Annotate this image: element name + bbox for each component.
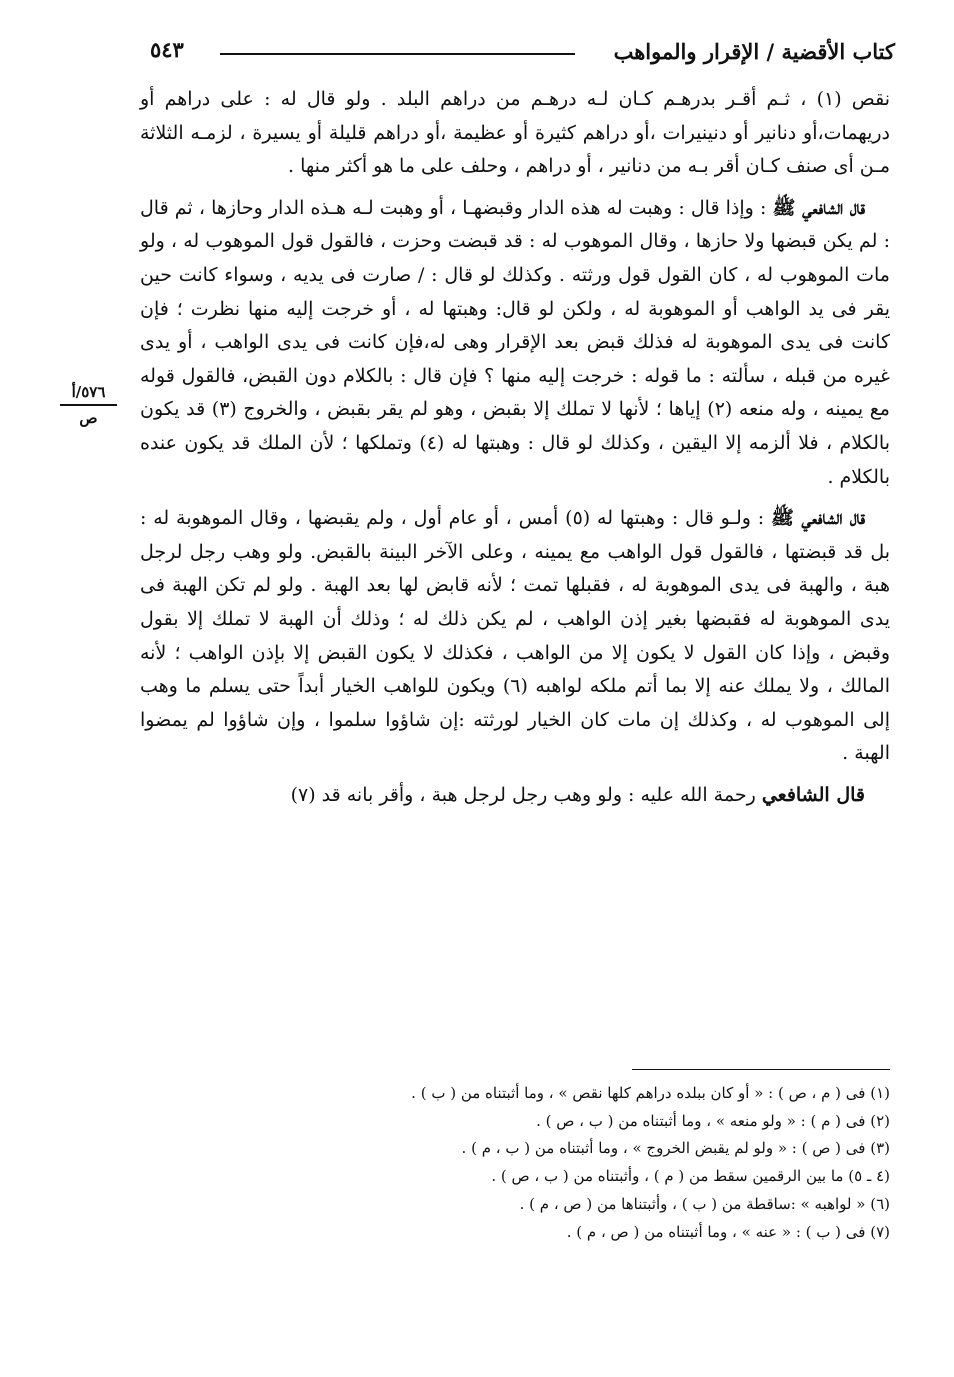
margin-ref-number: ٥٧٦/أ — [71, 383, 106, 401]
paragraph-text: : وإذا قال : وهبت له هذه الدار وقبضهـا ، أو وهبت لـه هـذه الدار وحازها ، ثم قال : لم يكن قبضها ولا حازها ، وقال الموهوب له : قد قبضت وحزت ، فالقول قول الموهوب له ، ولو مات الموهوب له ، كان القول قول ورثته . وكذلك لو قال : / صارت فى يديه ، وسواء كانت حين يقر فى يد الواهب أو الموهوبة له ، ولكن لو قال: وهبتها له ، أو خرجت إليه منها نظرت ؛ فإن كانت فى يدى الموهوبة له فذلك قبض بعد الإقرار وهى له،فإن كانت فى يدى الواهب ، أو يدى غيره من قبله ، سألته : ما قوله : خرجت إليه منها ؟ فإن قال : بالكلام دون القبض، فالقول قوله مع يمينه ، وله منعه (٢) إياها ؛ لأنها لا تملك إلا بقبض ، وهو لم يقر بقبض ، والخروج (٣) قد يكون بالكلام ، فلا ألزمه إلا اليقين ، وكذلك لو قال : وهبتها له (٤) وتملكها ؛ لأن الملك قد يكون عنده بالكلام . — [140, 196, 890, 488]
paragraph — [140, 83, 890, 184]
footnote: (٢) فى ( م ) : « ولو منعه » ، وما أثبتناه من ( ب ، ص ) . — [536, 1111, 890, 1130]
paragraph-speaker: قال الشافعي — [761, 783, 865, 806]
main-text — [140, 83, 890, 820]
footnote: (٧) فى ( ب ) : « عنه » ، وما أثبتناه من ( ص ، م ) . — [566, 1222, 890, 1241]
footnote-separator — [632, 1069, 890, 1070]
page-number: ٥٤٣ — [150, 37, 184, 62]
paragraph — [140, 502, 890, 771]
footnote: (٣) فى ( ص ) : « ولو لم يقبض الخروج » ، وما أثبتناه من ( ب ، م ) . — [461, 1139, 890, 1158]
paragraph-text: نقص (١) ، ثـم أقـر بدرهـم كـان لـه درهـم من دراهم البلد . ولو قال له : على دراهم أو دريهمات،أو دنانير أو دنينيرات ،أو دراهم كثيرة أو عظيمة ،أو دراهم قليلة أو يسيرة ، لزمـه الثلاثة مـن أى صنف كـان أقر بـه من دنانير ، أو دراهم ، وحلف على ما هو أكثر منها . — [140, 88, 890, 178]
paragraph-speaker: قال الشافعي ﷺ — [772, 196, 865, 219]
header-rule — [220, 53, 575, 55]
paragraph-speaker: قال الشافعي ﷺ — [771, 507, 866, 530]
margin-ref-source: ص — [79, 409, 98, 427]
paragraph — [140, 192, 890, 494]
running-header — [150, 35, 895, 75]
paragraph — [140, 779, 890, 813]
footnote: (١) فى ( م ، ص ) : « أو كان ببلده دراهم كلها نقص » ، وما أثبتناه من ( ب ) . — [411, 1084, 890, 1102]
paragraph-text: رحمة الله عليه : ولو وهب رجل لرجل هبة ، وأقر بانه قد (٧) — [290, 783, 762, 806]
paragraph-text: : ولـو قال : وهبتها له (٥) أمس ، أو عام أول ، ولم يقبضها ، وقال الموهوبة له : بل قد قبضتها ، فالقول قول الواهب مع يمينه ، وعلى الآخر البينة بالقبض. ولو وهب رجل لرجل هبة ، والهبة فى يدى الموهوبة له ، فقبلها تمت ؛ لأنه قابض لها بعد الهبة . ولو لم تكن الهبة فى يدى الموهوبة له فقبضها بغير إذن الواهب ، لم يكن ذلك له ؛ وذلك أن الهبة لا تملك إلا بقول وقبض ، وإذا كان القول لا يكون إلا من الواهب ، فكذلك لا يكون القبض إلا بإذن الواهب ؛ لأنه المالك ، ولا يملك عنه إلا بما أتم ملكه لواهبه (٦) ويكون للواهب الخيار أبداً حتى يسلم ما وهب إلى الموهوب له ، وكذلك إن مات كان الخيار لورثته :إن شاؤوا سلموا ، وإن شاؤوا لم يمضوا الهبة . — [140, 507, 890, 765]
margin-ref-rule — [60, 404, 117, 406]
footnotes — [200, 1080, 890, 1246]
footnote: (٦) « لواهبه » :ساقطة من ( ب ) ، وأثبتناها من ( ص ، م ) . — [519, 1194, 890, 1213]
footnote: (٤ ـ ٥) ما بين الرقمين سقط من ( م ) ، وأثبتناه من ( ب ، ص ) . — [491, 1167, 890, 1186]
margin-manuscript-ref — [56, 383, 121, 427]
chapter-title: كتاب الأقضية / الإقرار والمواهب — [613, 39, 895, 64]
